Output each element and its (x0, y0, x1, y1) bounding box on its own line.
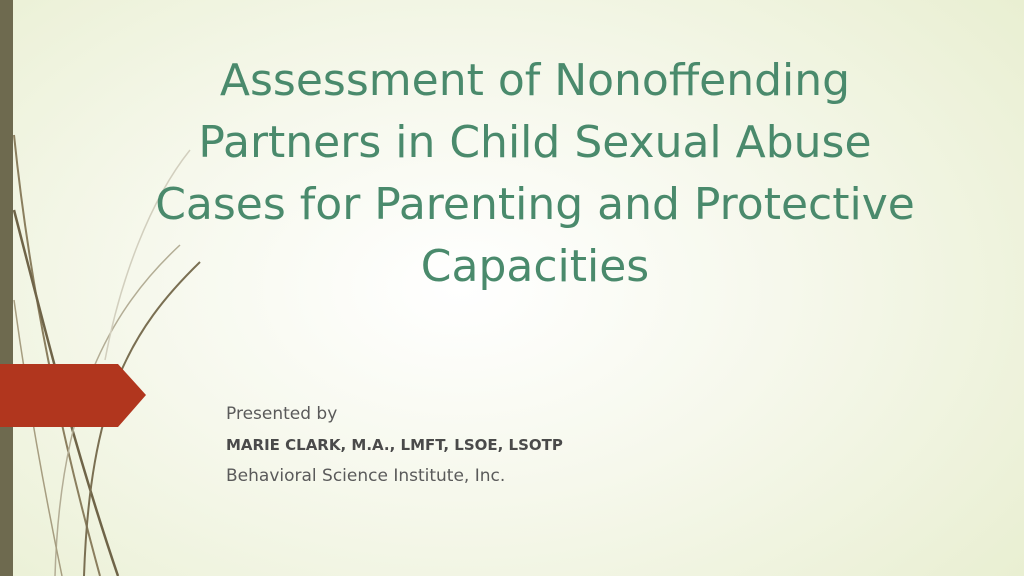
presented-by-label: Presented by (226, 404, 338, 424)
organization-name: Behavioral Science Institute, Inc. (226, 466, 506, 486)
presenter-name: MARIE CLARK, M.A., LMFT, LSOE, LSOTP (226, 436, 563, 454)
slide-title: Assessment of Nonoffending Partners in Child Sexual Abuse Cases for Parenting and Protective Capacities (155, 55, 915, 292)
subtitle-block (226, 399, 866, 492)
